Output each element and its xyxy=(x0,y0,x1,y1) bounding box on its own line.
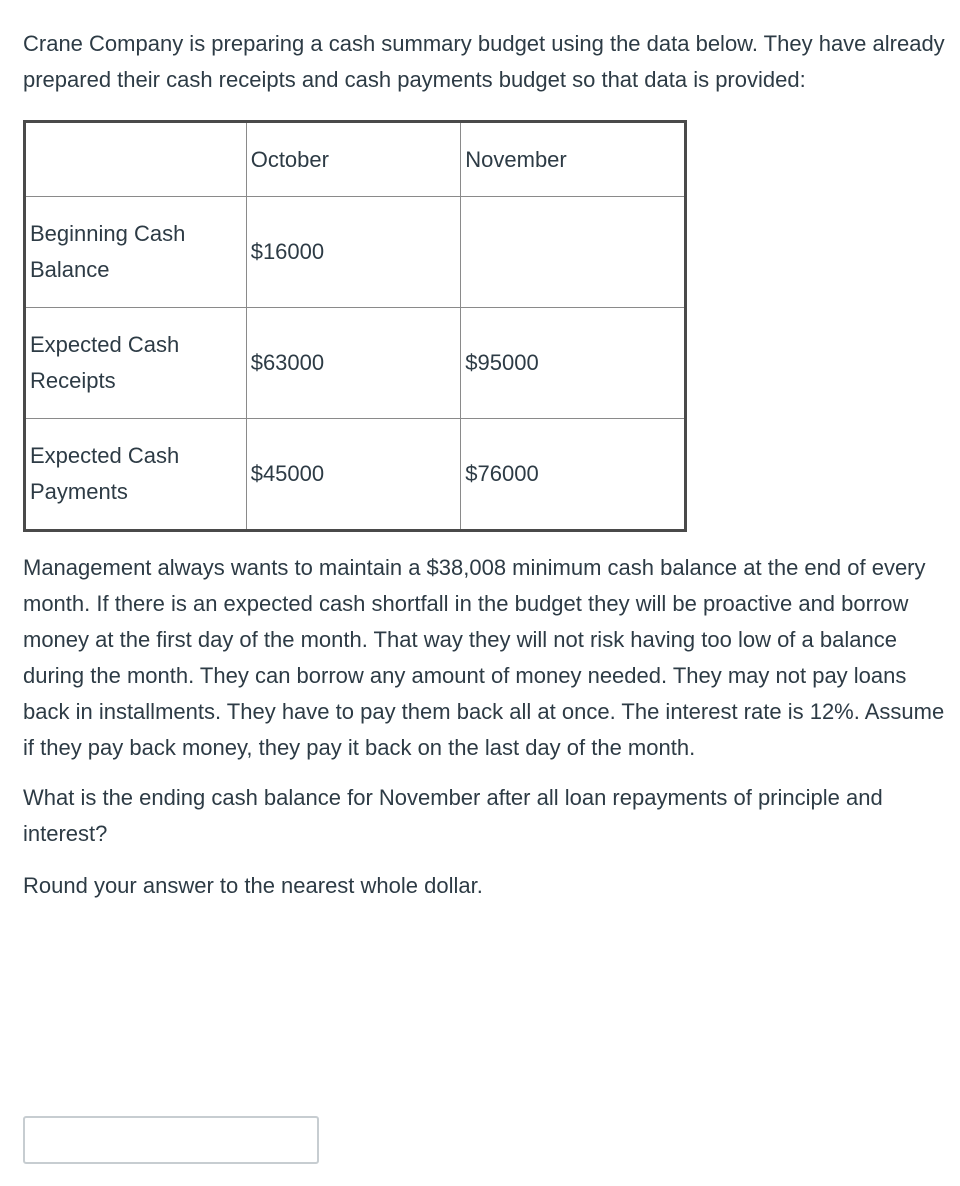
table-header-row xyxy=(25,122,686,197)
cell-october-beginning-cash: $16000 xyxy=(246,197,461,308)
cell-october-receipts: $63000 xyxy=(246,308,461,419)
table-row xyxy=(25,308,686,419)
row-label-expected-cash-payments: Expected Cash Payments xyxy=(25,419,247,531)
question-content xyxy=(23,26,953,904)
cell-november-beginning-cash xyxy=(461,197,686,308)
table-row xyxy=(25,419,686,531)
cell-november-receipts: $95000 xyxy=(461,308,686,419)
header-cell-november: November xyxy=(461,122,686,197)
row-label-expected-cash-receipts: Expected Cash Receipts xyxy=(25,308,247,419)
rounding-instruction: Round your answer to the nearest whole dollar. xyxy=(23,873,483,898)
answer-input[interactable] xyxy=(23,1116,319,1164)
header-cell-october: October xyxy=(246,122,461,197)
table-row xyxy=(25,197,686,308)
cell-november-payments: $76000 xyxy=(461,419,686,531)
management-text: Management always wants to maintain a $38,008 minimum cash balance at the end of every month. If there is an expected cash shortfall in the budget they will be proactive and borrow money at the first day of the month. That way they will not risk having too low of a balance during the month. They can borrow any amount of money needed. They may not pay loans back in installments. They have to pay them back all at once. The interest rate is 12%. Assume if they pay back money, they pay it back on the last day of the month. xyxy=(23,555,945,760)
cash-budget-table xyxy=(23,120,687,532)
row-label-beginning-cash-balance: Beginning Cash Balance xyxy=(25,197,247,308)
cell-october-payments: $45000 xyxy=(246,419,461,531)
question-text: What is the ending cash balance for November after all loan repayments of principle and interest? xyxy=(23,785,883,846)
header-cell-empty xyxy=(25,122,247,197)
intro-text: Crane Company is preparing a cash summary budget using the data below. They have already prepared their cash receipts and cash payments budget so that data is provided: xyxy=(23,31,945,92)
